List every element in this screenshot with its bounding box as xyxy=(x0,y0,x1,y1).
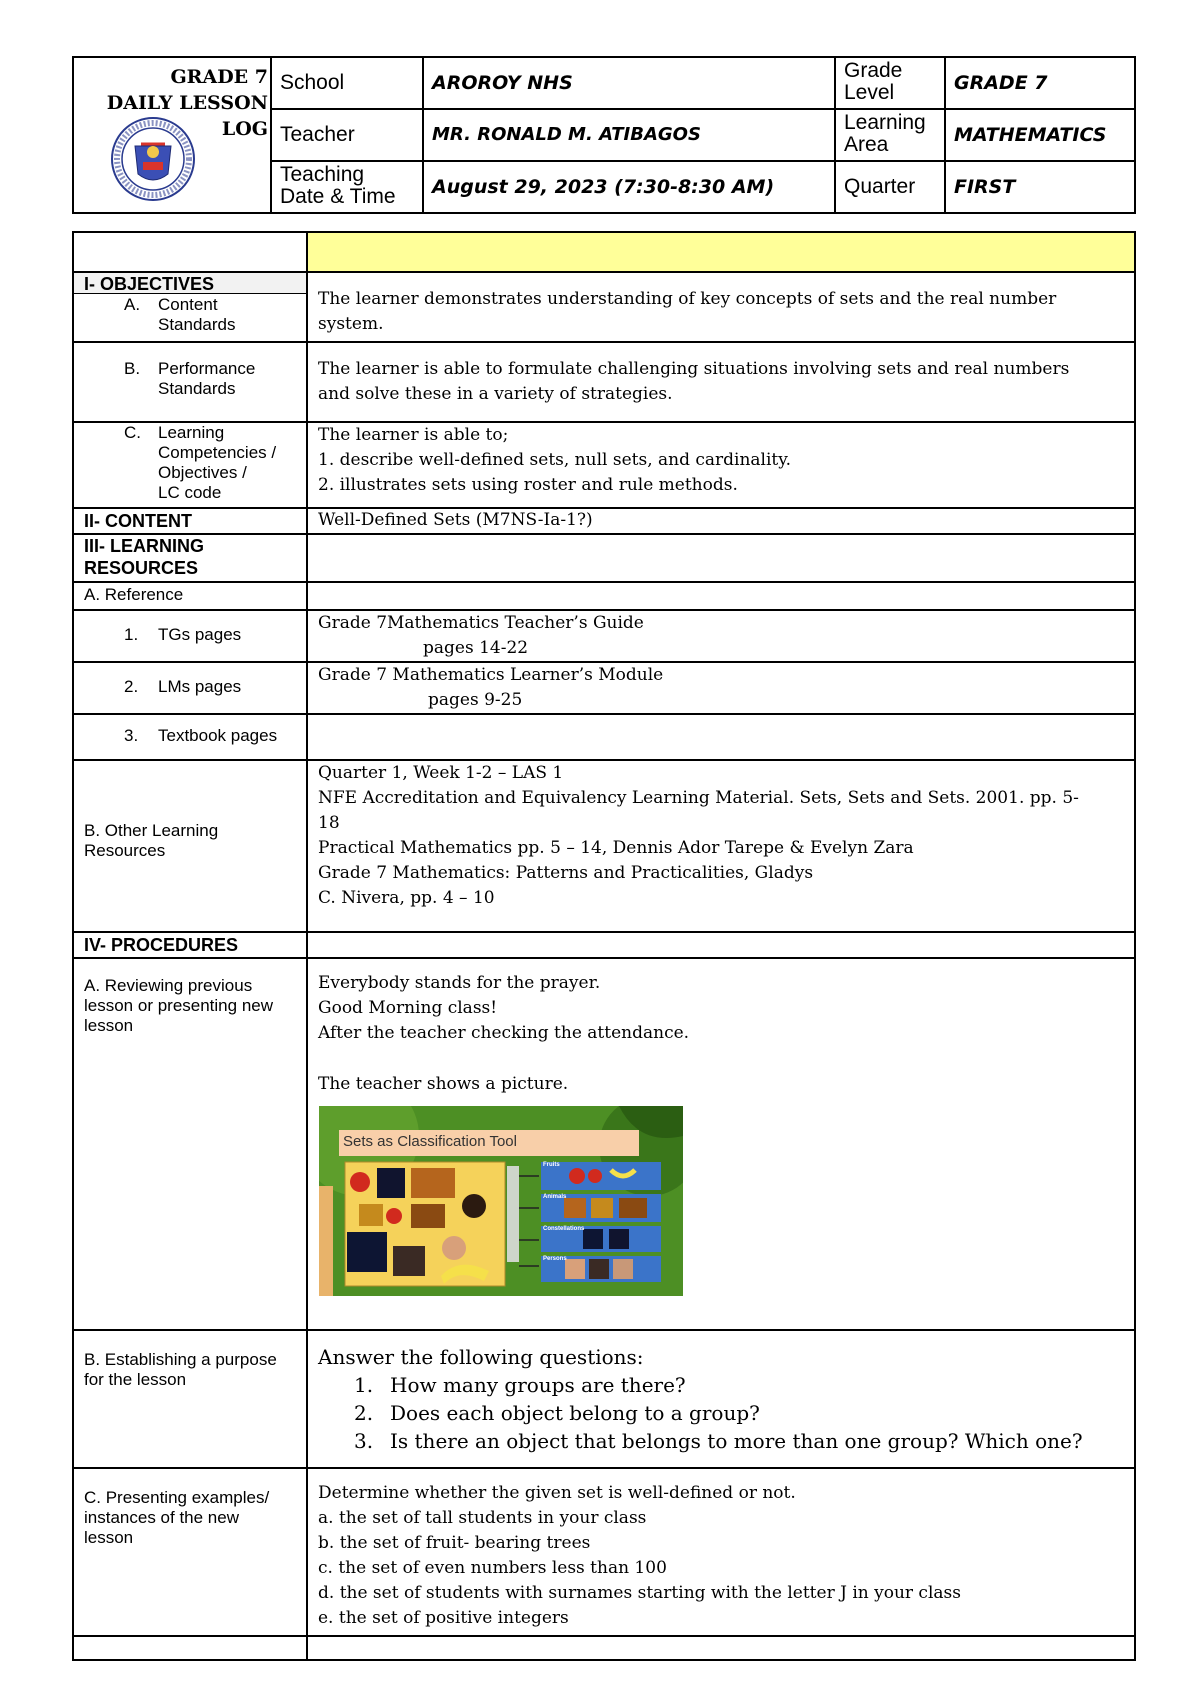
learning-resources-heading: III- LEARNING RESOURCES xyxy=(84,536,204,578)
highlight-cell xyxy=(308,233,1134,271)
establishing-purpose-label: B. Establishing a purpose for the lesson xyxy=(84,1350,277,1389)
datetime-label: Teaching Date & Time xyxy=(280,163,396,208)
header-table xyxy=(72,56,1136,214)
deped-seal-logo xyxy=(110,116,196,202)
quarter-label: Quarter xyxy=(844,175,916,198)
learning-competencies-text: The learner is able to; 1. describe well-defined sets, null sets, and cardinality. 2. illustrates sets using roster and rule methods. xyxy=(318,425,792,495)
reference-label: A. Reference xyxy=(84,585,184,604)
example-item: d. the set of students with surnames starting with the letter J in your class xyxy=(318,1583,961,1603)
school-label: School xyxy=(280,71,345,94)
presenting-examples-label: C. Presenting examples/ instances of the new lesson xyxy=(84,1488,270,1547)
picture-group-label: Animals xyxy=(543,1194,567,1200)
title-line: LOG xyxy=(221,118,268,140)
grade-level-label: Grade Level xyxy=(844,59,903,104)
objectives-heading: I- OBJECTIVES xyxy=(84,274,215,294)
title-line: GRADE 7 xyxy=(170,66,268,88)
example-item: c. the set of even numbers less than 100 xyxy=(318,1558,667,1578)
lm-pages-text: Grade 7 Mathematics Learner’s Module pages 9-25 xyxy=(318,665,664,710)
picture-group-label: Persons xyxy=(543,1256,567,1262)
lesson-table xyxy=(72,231,1136,1661)
picture-title: Sets as Classification Tool xyxy=(343,1133,517,1150)
performance-standards-text: The learner is able to formulate challenging situations involving sets and real numbers and solve these in a variety of strategies. xyxy=(318,359,1070,404)
question-item: 3. Is there an object that belongs to more than one group? Which one? xyxy=(354,1429,1083,1453)
picture-group-label: Constellations xyxy=(543,1226,585,1232)
picture-group-label: Fruits xyxy=(543,1162,560,1168)
quarter-value: FIRST xyxy=(954,176,1016,198)
example-item: b. the set of fruit- bearing trees xyxy=(318,1533,591,1553)
performance-standards-label: B. Performance Standards xyxy=(124,359,256,398)
purpose-questions xyxy=(318,1371,1128,1455)
reviewing-previous-text: Everybody stands for the prayer. Good Morning class! After the teacher checking the attendance. The teacher shows a picture. xyxy=(318,973,690,1094)
grade-level-value: GRADE 7 xyxy=(954,72,1048,94)
tg-pages-label: 1. TGs pages xyxy=(124,625,242,644)
teacher-value: MR. RONALD M. ATIBAGOS xyxy=(432,124,701,145)
example-item: e. the set of positive integers xyxy=(318,1608,569,1628)
content-standards-text: The learner demonstrates understanding of key concepts of sets and the real number system. xyxy=(318,289,1057,334)
textbook-pages-label: 3. Textbook pages xyxy=(124,726,278,745)
question-item: 1. How many groups are there? xyxy=(354,1373,686,1397)
content-value: Well-Defined Sets (M7NS-Ia-1?) xyxy=(318,510,593,530)
question-item: 2. Does each object belong to a group? xyxy=(354,1401,760,1425)
tg-pages-text: Grade 7Mathematics Teacher’s Guide pages 14-22 xyxy=(318,613,644,658)
other-resources-label: B. Other Learning Resources xyxy=(84,821,219,860)
school-value: AROROY NHS xyxy=(432,72,573,94)
content-heading: II- CONTENT xyxy=(84,511,192,531)
presenting-examples-text: Determine whether the given set is well-defined or not. a. the set of tall students in your class b. the set of fruit- bearing trees c. the set of even numbers less than 100 d. the set of students with surnames starting with the letter J in your class e. the set of positive integers xyxy=(318,1481,1128,1631)
content-standards-label: A. Content Standards xyxy=(124,295,236,334)
other-resources-text: Quarter 1, Week 1-2 – LAS 1 NFE Accreditation and Equivalency Learning Material. Sets, Sets and Sets. 2001. pp. 5- 18 Practical Mathematics pp. 5 – 14, Dennis Ador Tarepe & Evelyn Zara Grade 7 Mathematics: Patterns and Practicalities, Gladys C. Nivera, pp. 4 – 10 xyxy=(318,763,1079,908)
example-item: a. the set of tall students in your class xyxy=(318,1508,647,1528)
learning-area-value: MATHEMATICS xyxy=(954,124,1107,146)
procedures-heading: IV- PROCEDURES xyxy=(84,935,239,955)
learning-area-label: Learning Area xyxy=(844,111,926,156)
lm-pages-label: 2. LMs pages xyxy=(124,677,242,696)
teacher-label: Teacher xyxy=(280,123,355,146)
learning-competencies-label: C. Learning Competencies / Objectives / LC code xyxy=(124,423,277,502)
datetime-value: August 29, 2023 (7:30-8:30 AM) xyxy=(432,176,775,198)
sets-classification-picture xyxy=(319,1106,683,1296)
title-line: DAILY LESSON xyxy=(106,92,268,114)
establishing-purpose-text: Answer the following questions: 1. How many groups are there? 2. Does each object belong to a group? 3. Is there an object that belongs to more than one group? Which one? xyxy=(318,1343,1128,1455)
reviewing-previous-label: A. Reviewing previous lesson or presenting new lesson xyxy=(84,976,274,1035)
